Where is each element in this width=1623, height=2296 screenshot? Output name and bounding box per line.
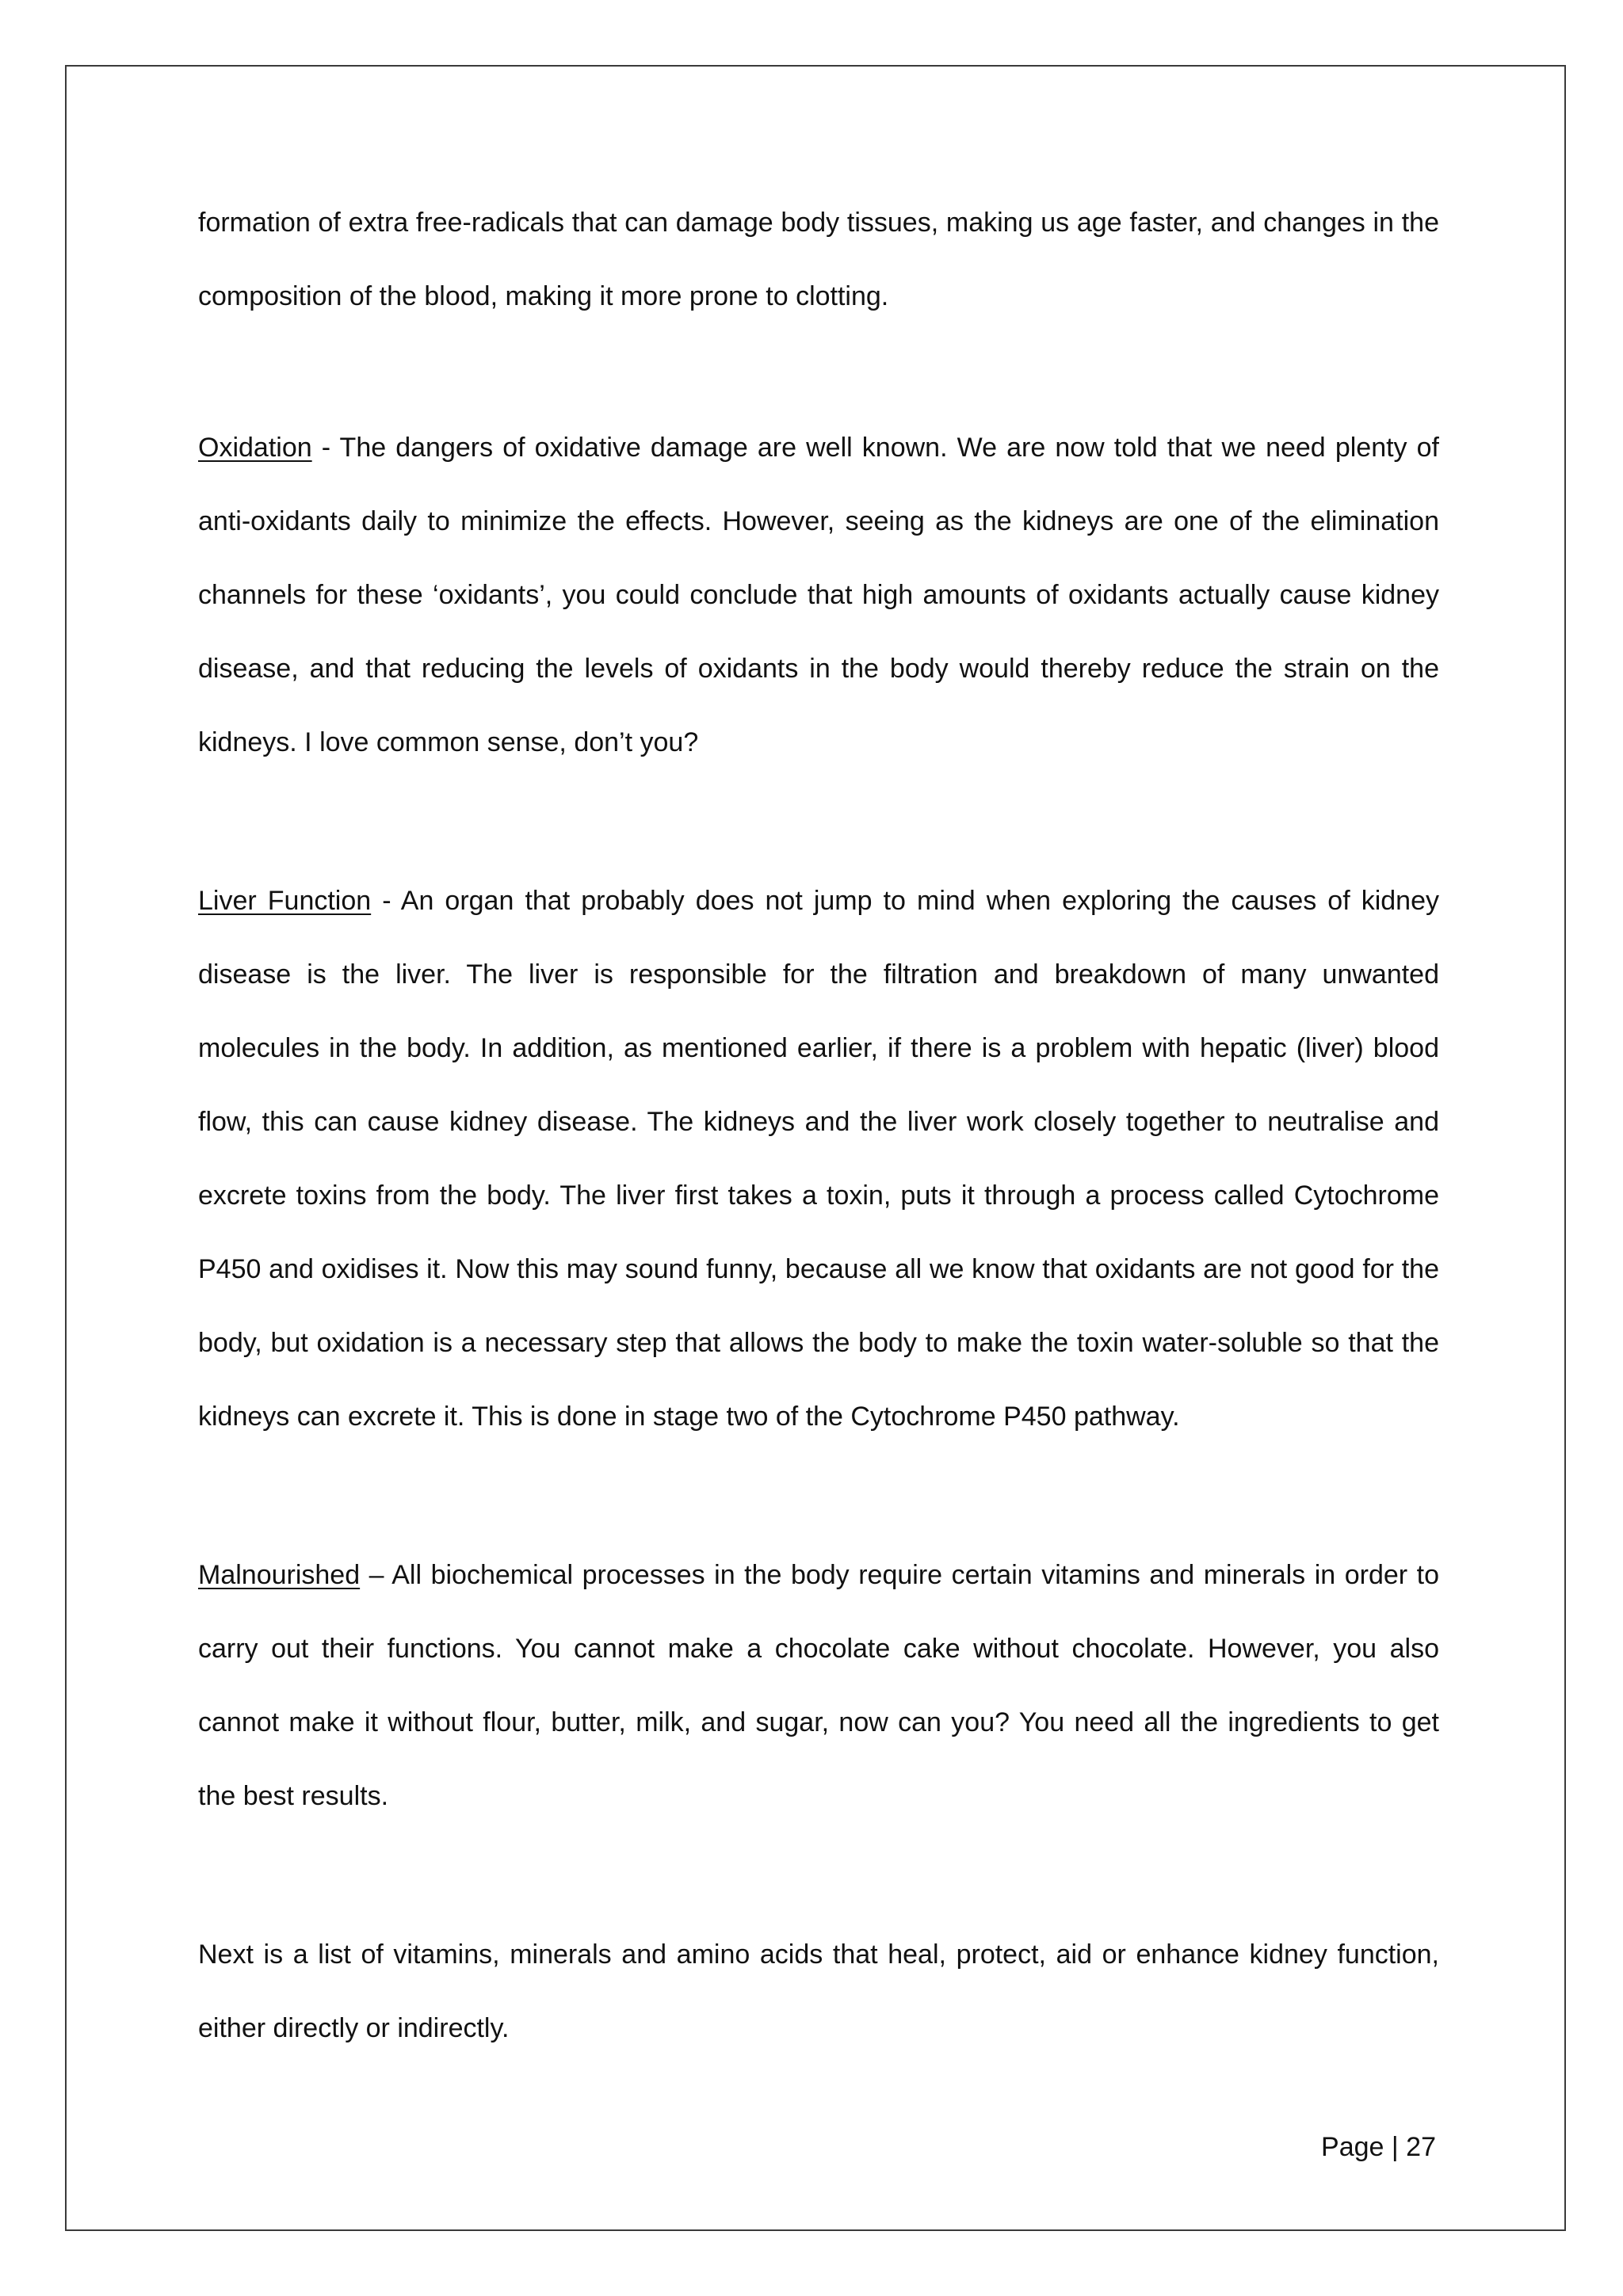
oxidation-paragraph (198, 411, 1439, 780)
continued-paragraph: formation of extra free-radicals that can damage body tissues, making us age faster, and changes in the composition of the blood, making it more prone to clotting. (198, 208, 1439, 311)
malnourished-body: All biochemical processes in the body require certain vitamins and minerals in order to carry out their functions. You cannot make a chocolate cake without chocolate. However, you also cannot make it without flour, butter, milk, and sugar, now can you? You need all the ingredients to get the best results. (198, 1560, 1439, 1811)
liver-function-paragraph (198, 864, 1439, 1454)
page-number: 27 (1406, 2132, 1436, 2162)
oxidation-separator: - (311, 433, 340, 463)
oxidation-term: Oxidation (198, 433, 312, 463)
paragraph-spacer (198, 1454, 1439, 1539)
page-label: Page (1321, 2132, 1384, 2162)
liver-function-term: Liver Function (198, 886, 372, 916)
paragraph-spacer (198, 1833, 1439, 1918)
page-body (198, 186, 1439, 2065)
liver-function-separator: - (371, 886, 401, 916)
oxidation-body: The dangers of oxidative damage are well known. We are now told that we need plenty of anti-oxidants daily to minimize the effects. However, seeing as the kidneys are one of the elimination channels for these ‘oxidants’, you could conclude that high amounts of oxidants actually cause kidney disease, and that reducing the levels of oxidants in the body would thereby reduce the strain on the kidneys. I love common sense, don’t you? (198, 433, 1439, 757)
malnourished-paragraph (198, 1539, 1439, 1833)
paragraph-spacer (198, 334, 1439, 411)
page-divider: | (1391, 2132, 1399, 2162)
malnourished-term: Malnourished (198, 1560, 361, 1590)
liver-function-body: An organ that probably does not jump to mind when exploring the causes of kidney disease is the liver. The liver is responsible for the filtration and breakdown of many unwanted molecules in the body. In addition, as mentioned earlier, if there is a problem with hepatic (liver) blood flow, this can cause kidney disease. The kidneys and the liver work closely together to neutralise and excrete toxins from the body. The liver first takes a toxin, puts it through a process called Cytochrome P450 and oxidises it. Now this may sound funny, because all we know that oxidants are not good for the body, but oxidation is a necessary step that allows the body to make the toxin water-soluble so that the kidneys can excrete it. This is done in stage two of the Cytochrome P450 pathway. (198, 886, 1440, 1432)
malnourished-separator: – (360, 1560, 392, 1590)
paragraph-spacer (198, 780, 1439, 864)
closing-paragraph: Next is a list of vitamins, minerals and amino acids that heal, protect, aid or enhance kidney function, either directly or indirectly. (198, 1939, 1439, 2043)
page-number-footer (1321, 2130, 1436, 2164)
